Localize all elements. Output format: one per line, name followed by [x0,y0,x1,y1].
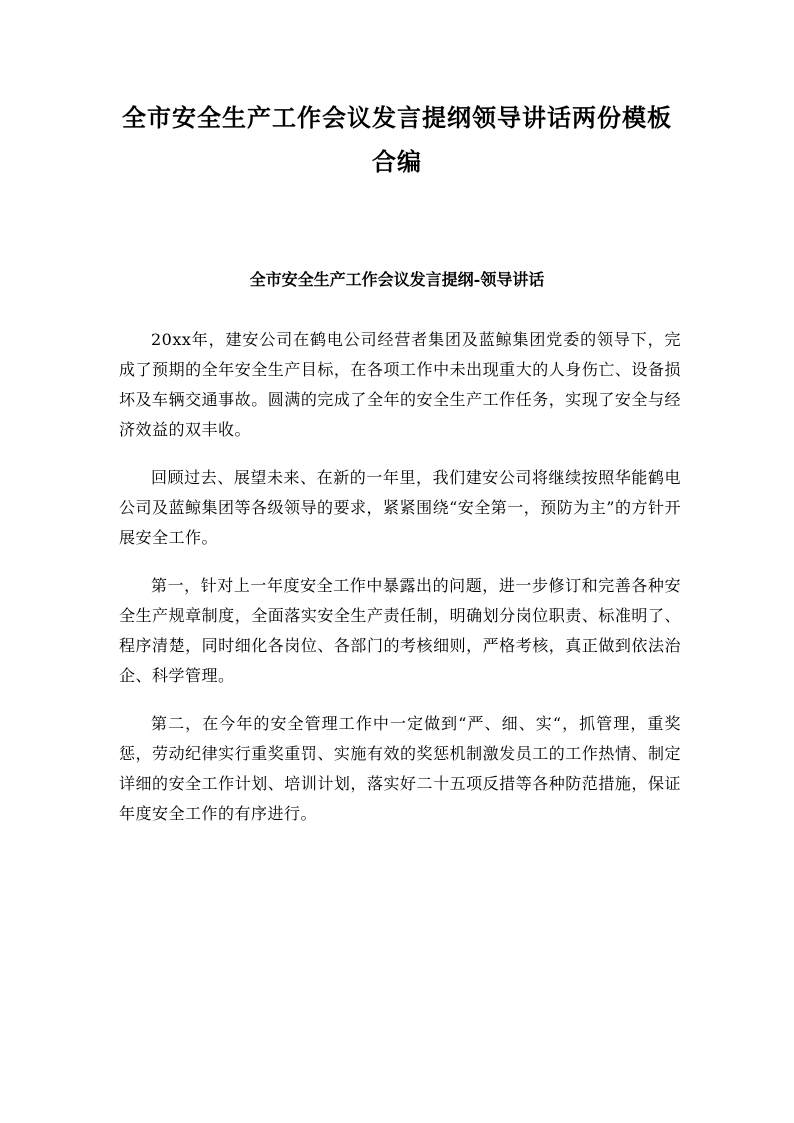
paragraph-4: 第二，在今年的安全管理工作中一定做到“严、细、实“，抓管理，重奖惩，劳动纪律实行重奖重罚、实施有效的奖惩机制激发员工的工作热情、制定详细的安全工作计划、培训计划，落实好二十五项反措等各种防范措施，保证年度安全工作的有序进行。 [119,714,681,823]
section-subtitle: 全市安全生产工作会议发言提纲-领导讲话 [249,270,545,289]
document-title-line-2: 合编 [372,147,422,176]
paragraph-2: 回顾过去、展望未来、在新的一年里，我们建安公司将继续按照华能鹤电公司及蓝鲸集团等各级领导的要求，紧紧围绕“安全第一，预防为主”的方针开展安全工作。 [119,468,681,547]
paragraph-3: 第一，针对上一年度安全工作中暴露出的问题，进一步修订和完善各种安全生产规章制度，全面落实安全生产责任制，明确划分岗位职责、标准明了、程序清楚，同时细化各岗位、各部门的考核细则，严格考核，真正做到依法治企、科学管理。 [119,576,681,685]
document-title [100,96,694,184]
document-title-line-1: 全市安全生产工作会议发言提纲领导讲话两份模板 [122,103,672,132]
document-body [119,325,681,847]
paragraph-1: 20xx年，建安公司在鹤电公司经营者集团及蓝鲸集团党委的领导下，完成了预期的全年安全生产目标，在各项工作中未出现重大的人身伤亡、设备损坏及车辆交通事故。圆满的完成了全年的安全生产工作任务，实现了安全与经济效益的双丰收。 [119,330,681,439]
